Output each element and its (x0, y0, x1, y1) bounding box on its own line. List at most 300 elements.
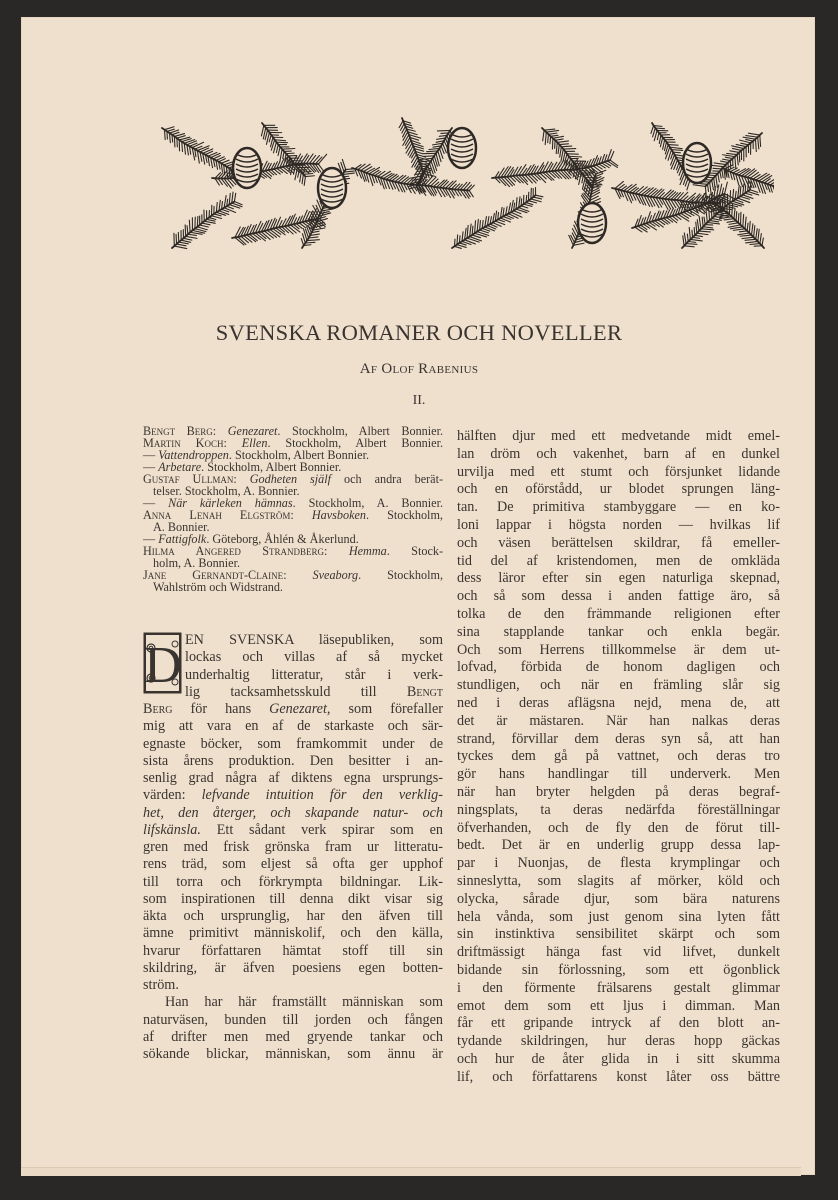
pine-needle (661, 219, 668, 224)
text-line (457, 944, 780, 962)
pine-needle (555, 140, 556, 148)
pine-needle (697, 233, 708, 234)
pine-needle (718, 173, 720, 182)
text-run: öfverhanden, och de fly den de förut till- (457, 819, 780, 836)
text-run: holm, A. Bonnier. (153, 556, 241, 570)
text-run: — (143, 496, 169, 510)
pine-needle (659, 135, 661, 143)
text-run: — (143, 460, 159, 474)
italic-text: Genezaret (227, 424, 278, 438)
small-caps-name: Bengt (406, 683, 443, 700)
pine-needle (557, 141, 568, 142)
pine-needle (204, 221, 215, 223)
text-run: underhaltig litteratur, står i verk- (185, 666, 443, 683)
pine-needle (234, 193, 235, 201)
text-run: som förefaller (330, 701, 443, 717)
pine-needle (467, 225, 468, 238)
pine-needle (714, 163, 726, 165)
pine-needle (211, 216, 221, 219)
pine-needle (184, 143, 185, 154)
small-caps-name: Martin Koch (143, 436, 224, 450)
text-line (143, 1012, 443, 1029)
text-run: naturväsen, bunden till jorden och fången (143, 1011, 443, 1028)
pine-needle (739, 152, 740, 161)
pine-needle (244, 236, 252, 243)
text-run: tydande skildringen, hur deras hopp gäckas (457, 1033, 780, 1050)
pine-needle (716, 176, 718, 188)
text-run: får ett gripande intryck af den blott an- (457, 1015, 780, 1032)
pine-needle (696, 222, 697, 233)
pine-needle (712, 180, 714, 190)
pine-needle (684, 246, 694, 247)
text-line (457, 606, 780, 624)
text-line (143, 960, 443, 977)
pine-needle (749, 221, 750, 233)
text-run: hela vånda, som just genom sina lyten fått (457, 908, 780, 925)
pine-needle (548, 133, 556, 134)
italic-text: Havsboken (311, 508, 366, 522)
text-run: driftmässigt hänga fast vid lifvet, dunkelt (457, 944, 780, 961)
small-caps-name: Hilma Angered Strandberg (143, 544, 325, 558)
pine-needle (664, 142, 666, 150)
pine-needle (738, 233, 750, 235)
pine-needle (174, 136, 175, 147)
pine-needle (405, 137, 410, 145)
pine-needle (545, 132, 546, 144)
text-run: och väsen berättelsen skildrar, få emeller- (457, 534, 780, 551)
pine-needle (740, 187, 741, 197)
text-run: ned i deras aflägsna nejd, mena de, att (457, 694, 780, 711)
pine-needle (282, 227, 289, 233)
small-caps-name: Anna Lenah Elgström (143, 508, 291, 522)
small-caps-name: Jane Gernandt-Claine (143, 568, 284, 582)
pine-needle (741, 143, 749, 145)
pine-needle (730, 151, 739, 153)
pine-needle (773, 186, 774, 187)
text-line (457, 677, 780, 695)
pine-needle (288, 226, 297, 233)
pine-needle (742, 237, 754, 238)
pine-needle (303, 174, 312, 175)
pine-needle (305, 176, 314, 177)
text-line (457, 873, 780, 891)
text-line (457, 1015, 780, 1033)
text-line (143, 891, 443, 908)
pine-needle (185, 225, 186, 236)
pine-needle (729, 223, 738, 225)
pine-needle (615, 181, 623, 188)
text-run: tolka de den främmande religionen efter (457, 605, 780, 622)
text-run: äkta och ursprunglig, har den äfven till (143, 908, 443, 924)
text-run: senlig grad några af diktens egna ursprungs- (143, 770, 443, 786)
italic-text: När kärleken hämnas (168, 496, 293, 510)
pine-needle (750, 190, 758, 193)
text-run: af drifter men med gryende tankar och (143, 1028, 443, 1045)
pine-needle (745, 239, 756, 240)
text-line (457, 909, 780, 927)
text-run: urvilja med ett stumt och försjunket lidande (457, 463, 780, 480)
pine-needle (747, 223, 748, 231)
text-run: ström. (143, 977, 179, 993)
text-line (457, 535, 780, 553)
pine-needle (282, 148, 295, 149)
article-author: Af Olof Rabenius (359, 361, 479, 377)
pine-needle (668, 199, 673, 208)
text-run: . Stockholm, (358, 568, 443, 582)
text-line (457, 837, 780, 855)
pine-needle (559, 144, 568, 145)
text-run: . Stockholm, Albert Bonnier. (267, 436, 443, 450)
pine-needle (403, 132, 408, 140)
text-run: sista årens produktion. Den besitter i an- (143, 752, 443, 769)
text-run: tid del af kristendomen, men de omkläda (457, 552, 780, 569)
pine-needle (713, 168, 722, 169)
pine-needle (563, 151, 565, 160)
pine-needle (546, 130, 558, 132)
text-line (143, 839, 443, 856)
pine-branch-banner-illustration (152, 108, 774, 260)
pine-needle (558, 145, 559, 154)
pine-needle (179, 242, 188, 244)
text-run: . Stockholm, Albert Bonnier. (228, 448, 370, 462)
pine-needle (177, 136, 185, 138)
page-edge (21, 1167, 801, 1176)
bibliography-line (143, 581, 443, 593)
pine-needle (629, 187, 636, 192)
pine-needle (188, 234, 197, 235)
text-line (457, 499, 780, 517)
text-run: stundligen, och när en främling slår sig (457, 677, 780, 694)
text-run: : (290, 508, 312, 522)
pine-needle (733, 229, 745, 231)
pine-needle (430, 179, 438, 186)
text-run: rens träd, som eljest så ofta ger upphof (143, 856, 443, 873)
text-line (143, 977, 443, 994)
text-run: telser. Stockholm, A. Bonnier. (153, 484, 300, 498)
pine-needle (463, 182, 470, 190)
text-line (457, 731, 780, 749)
pine-needle (182, 142, 183, 152)
text-run: lan dröm och vakenhet, barn af en dunkel (457, 445, 780, 462)
text-line (457, 695, 780, 713)
text-line (185, 684, 443, 701)
pine-needle (732, 148, 741, 150)
text-run: lockas och villas af så mycket (185, 649, 443, 666)
pine-needle (312, 156, 319, 164)
pine-needle (423, 156, 434, 157)
text-run: och andra berät- (331, 472, 444, 486)
pine-needle (727, 221, 736, 222)
pine-needle (736, 212, 737, 221)
text-line (143, 994, 443, 1011)
pine-needle (754, 226, 755, 238)
text-run: : (223, 436, 242, 450)
text-run: i den förmente frälsarens gestalt glimmar (457, 979, 780, 996)
text-run: till torra och förkrympta bildningar. Lik- (143, 873, 443, 890)
pine-needle (536, 195, 543, 197)
text-line (185, 649, 443, 666)
text-line (143, 805, 443, 822)
pine-needle (475, 221, 476, 233)
pine-needle (516, 198, 517, 209)
pine-needle (707, 222, 719, 224)
pine-needle (710, 220, 719, 222)
text-run: strand, förvillar dem deras syn så, att han (457, 730, 780, 747)
pine-needle (743, 137, 755, 139)
pine-needle (723, 155, 735, 157)
pine-needle (306, 154, 313, 164)
pine-needle (498, 168, 504, 177)
pine-needle (531, 174, 538, 181)
pine-needle (651, 126, 654, 134)
text-run: tan. De primitiva stambyggare — en ko- (457, 499, 780, 516)
pine-needle (653, 128, 656, 137)
pine-needle (301, 172, 311, 173)
text-run: A. Bonnier. (153, 520, 210, 534)
pine-needle (751, 224, 752, 235)
text-line (143, 787, 443, 804)
text-line (457, 588, 780, 606)
text-line (457, 802, 780, 820)
text-run: sina stapplande tankar och enkla begär. (457, 623, 780, 640)
text-line (457, 766, 780, 784)
pine-needle (528, 201, 536, 203)
text-run: bedt. Det är en underlig grupp dessa lap- (457, 837, 780, 854)
pine-needle (229, 193, 230, 204)
italic-text: Genezaret, (269, 701, 331, 717)
small-caps-name: Gustaf Ullman (143, 472, 234, 486)
text-line (185, 632, 443, 649)
pine-needle (553, 136, 564, 138)
pine-needle (702, 217, 703, 227)
pine-cone (448, 128, 476, 168)
pine-needle (750, 244, 760, 245)
text-run: emot dem som ett ljus i dimman. Man (457, 997, 780, 1014)
pine-needle (734, 209, 735, 219)
pine-needle (704, 217, 705, 225)
italic-text: Arbetare (158, 460, 202, 474)
text-line (457, 624, 780, 642)
reviewed-books-list (143, 425, 443, 593)
text-line (457, 748, 780, 766)
pine-needle (663, 140, 665, 150)
small-caps-name: Bengt Berg (143, 424, 213, 438)
text-line (457, 428, 780, 446)
text-run: : (324, 544, 349, 558)
text-run: lofvad, förbida de honom dagligen och (457, 659, 780, 676)
pine-needle (300, 172, 302, 182)
italic-text: lefvande intuition för den verklig- (201, 787, 443, 804)
pine-needle (671, 150, 682, 151)
pine-needle (261, 125, 263, 136)
pine-needle (202, 223, 210, 225)
pine-needle (303, 155, 308, 163)
pine-needle (286, 153, 294, 154)
text-line (143, 1046, 443, 1063)
pine-needle (560, 147, 562, 157)
pine-needle (697, 220, 699, 231)
pine-needle (556, 142, 557, 153)
pine-needle (653, 197, 659, 207)
text-run: dess läror efter sin egen naturliga skepnad, (457, 570, 780, 587)
pine-needle (273, 229, 281, 235)
text-line (457, 1033, 780, 1051)
pine-needle (406, 140, 411, 148)
text-run: : (283, 568, 313, 582)
pine-needle (684, 233, 686, 244)
pine-needle (181, 240, 190, 242)
pine-needle (543, 130, 544, 141)
pine-needle (197, 217, 198, 227)
pine-needle (569, 156, 582, 157)
italic-text: Godheten själf (249, 472, 332, 486)
pine-needle (695, 235, 703, 236)
pine-needle (172, 132, 179, 134)
text-line (457, 553, 780, 571)
pine-needle (733, 189, 734, 201)
text-run: lig tacksamhetsskuld till (185, 683, 407, 700)
text-line (457, 659, 780, 677)
text-line (457, 481, 780, 499)
pine-needle (427, 151, 438, 152)
text-run: : (233, 472, 250, 486)
pine-needle (732, 204, 733, 216)
text-run: gör hans handlingar till underverk. Men (457, 766, 780, 783)
pine-needle (174, 246, 186, 249)
pine-needle (241, 236, 249, 242)
part-number: II. (412, 393, 426, 408)
pine-needle (735, 157, 736, 169)
text-line (457, 998, 780, 1016)
pine-needle (699, 216, 701, 229)
text-run: . Stockholm, Albert Bonnier. (201, 460, 342, 474)
pine-needle (725, 182, 728, 194)
text-run: sinneslytta, som slagits af mörker, köld och (457, 872, 780, 889)
text-line (143, 925, 443, 942)
text-run: : (212, 424, 228, 438)
text-run: hälften djur med ett medvetande midt emel- (457, 428, 780, 444)
italic-text: Sveaborg (312, 568, 359, 582)
pine-needle (727, 153, 737, 154)
text-run: . Stock- (386, 544, 444, 558)
pine-needle (183, 238, 191, 240)
pine-needle (738, 213, 739, 222)
text-line (457, 926, 780, 944)
text-line (457, 570, 780, 588)
pine-needle (408, 146, 413, 155)
pine-needle (710, 182, 712, 195)
text-run: värden: (143, 787, 202, 804)
pine-cone (233, 148, 261, 188)
text-run: bidande sin förlossning, som ett ögonblick (457, 961, 780, 978)
text-run: EN SVENSKA läsepubliken, som (185, 632, 443, 648)
pine-needle (758, 229, 759, 241)
text-run: Wahlström och Widstrand. (153, 580, 283, 594)
pine-needle (746, 241, 758, 242)
italic-text: Fattigfolk (158, 532, 207, 546)
text-run: mig att vara en af de starkaste och sär- (143, 718, 443, 735)
pine-needle (278, 147, 280, 156)
text-run: . Göteborg, Åhlén & Åkerlund. (206, 532, 359, 546)
pine-needle (701, 229, 714, 230)
pine-needle (711, 165, 724, 166)
pine-needle (745, 217, 746, 229)
italic-text: het, den återger, och skapande natur- och (143, 804, 443, 821)
text-line (457, 855, 780, 873)
pine-needle (731, 227, 743, 229)
pine-needle (304, 177, 305, 186)
pine-needle (740, 235, 751, 236)
text-run: sökande blickar, människan, som ännu är (143, 1046, 443, 1062)
text-run: tyckes dem gå på vattnet, och deras tro (457, 748, 780, 765)
pine-needle (739, 231, 747, 232)
text-line (143, 856, 443, 873)
text-line (143, 822, 443, 839)
pine-needle (436, 187, 441, 196)
article-title: SVENSKA ROMANER OCH NOVELLER (215, 320, 623, 345)
pine-needle (302, 174, 303, 183)
text-line (457, 962, 780, 980)
text-line (143, 908, 443, 925)
pine-needle (689, 227, 690, 239)
text-run: . Stockholm, (365, 508, 443, 522)
pine-needle (177, 244, 186, 246)
text-run: och hur de åter glida in i sitt skumma (457, 1050, 780, 1067)
pine-needle (418, 161, 431, 162)
text-line (143, 943, 443, 960)
pine-needle (760, 135, 761, 146)
pine-needle (721, 161, 728, 162)
text-run: olycka, sårade djur, som bära naturens (457, 890, 780, 907)
pine-needle (224, 208, 235, 213)
text-run: när han bryter helgden på deras begraf- (457, 783, 780, 800)
pine-needle (197, 151, 199, 164)
text-line (143, 874, 443, 891)
text-run: — (143, 448, 159, 462)
pine-needle (207, 219, 215, 221)
pine-needle (406, 143, 412, 153)
text-line (457, 891, 780, 909)
text-run: och en oförstådd, ur blodet sprungen läng- (457, 481, 780, 498)
pine-cone (578, 203, 606, 243)
text-run: ningsplats, ta deras nedärfda föreställningar (457, 801, 780, 818)
pine-needle (668, 145, 678, 146)
text-line (457, 1051, 780, 1069)
pine-needle (309, 155, 315, 163)
pine-needle (361, 164, 371, 170)
pine-needle (750, 172, 758, 178)
pine-needle (703, 227, 713, 228)
italic-text: Hemma (348, 544, 387, 558)
pine-needle (189, 220, 190, 232)
pine-needle (549, 172, 556, 178)
pine-cone (683, 143, 711, 183)
pine-needle (709, 211, 710, 220)
italic-text: lifskänsla. (143, 821, 201, 838)
pine-needle (186, 236, 197, 238)
text-run: skildring, är äfven poesiens egen botten- (143, 959, 443, 976)
italic-text: Vattendroppen (158, 448, 229, 462)
pine-needle (652, 221, 659, 226)
text-line (143, 1029, 443, 1046)
text-line (143, 718, 443, 735)
pine-needle (187, 226, 188, 235)
pine-needle (200, 225, 209, 227)
text-line (457, 464, 780, 482)
pine-needle (762, 238, 763, 246)
text-line (457, 517, 780, 535)
text-run: gren med frisk grönska fram ur litteratu- (143, 839, 443, 855)
